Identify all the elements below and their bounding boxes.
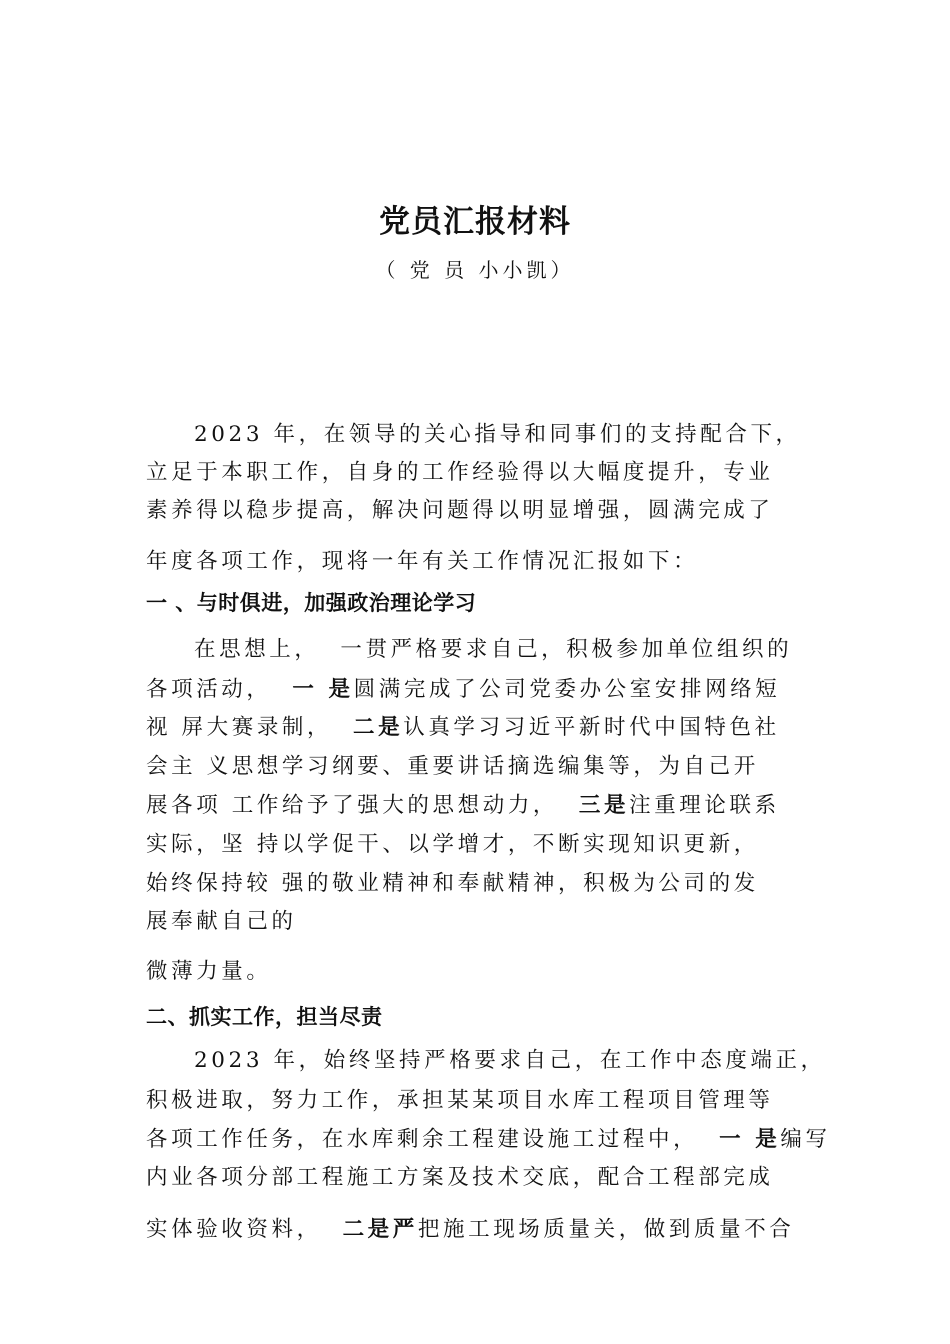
- emphasis-two: 二是严: [342, 1217, 418, 1242]
- section-2-heading: 二、抓实工作，担当尽责: [146, 1005, 383, 1029]
- section-1-line-6: 实际，坚 持以学促干、以学增才，不断实现知识更新，: [146, 832, 759, 857]
- emphasis-one: 一 是: [719, 1127, 781, 1152]
- section-1-line-1: 在思想上， 一贯严格要求自己，积极参加单位组织的: [194, 637, 793, 662]
- document-author: （ 党 员 小小凯）: [375, 258, 575, 282]
- intro-line-1: 2023 年，在领导的关心指导和同事们的支持配合下，: [194, 422, 801, 447]
- section-2-line-2: 积极进取，努力工作，承担某某项目水库工程项目管理等: [146, 1088, 774, 1113]
- intro-line-3: 素养得以稳步提高，解决问题得以明显增强，圆满完成了: [146, 498, 774, 523]
- section-2-line-4: 内业各项分部工程施工方案及技术交底，配合工程部完成: [146, 1165, 774, 1190]
- section-1-line-7: 始终保持较 强的敬业精神和奉献精神，积极为公司的发: [146, 871, 759, 896]
- emphasis-three: 三是: [578, 793, 630, 818]
- emphasis-one: 一 是: [292, 677, 354, 702]
- section-2-line-3: 各项工作任务，在水库剩余工程建设施工过程中， 一 是编写: [146, 1127, 831, 1152]
- section-1-line-8: 展奉献自己的: [146, 909, 297, 934]
- emphasis-two: 二是: [353, 715, 404, 740]
- section-1-line-3: 视 屏大赛录制， 二是认真学习习近平新时代中国特色社: [146, 715, 780, 740]
- section-1-line-5: 展各项 工作给予了强大的思想动力， 三是注重理论联系: [146, 793, 780, 818]
- section-1-line-9: 微薄力量。: [146, 959, 272, 984]
- section-2-line-5: 实体验收资料， 二是严把施工现场质量关，做到质量不合: [146, 1217, 795, 1242]
- section-1-heading: 一 、与时俱进，加强政治理论学习: [146, 591, 477, 615]
- section-1-line-4: 会主 义思想学习纲要、重要讲话摘选编集等，为自己开: [146, 754, 759, 779]
- section-1-line-2: 各项活动， 一 是圆满完成了公司党委办公室安排网络短: [146, 677, 781, 702]
- intro-line-4: 年度各项工作，现将一年有关工作情况汇报如下：: [146, 549, 699, 574]
- intro-line-2: 立足于本职工作，自身的工作经验得以大幅度提升，专业: [146, 460, 774, 485]
- section-2-line-1: 2023 年，始终坚持严格要求自己，在工作中态度端正，: [194, 1048, 826, 1073]
- document-title: 党员汇报材料: [379, 204, 571, 240]
